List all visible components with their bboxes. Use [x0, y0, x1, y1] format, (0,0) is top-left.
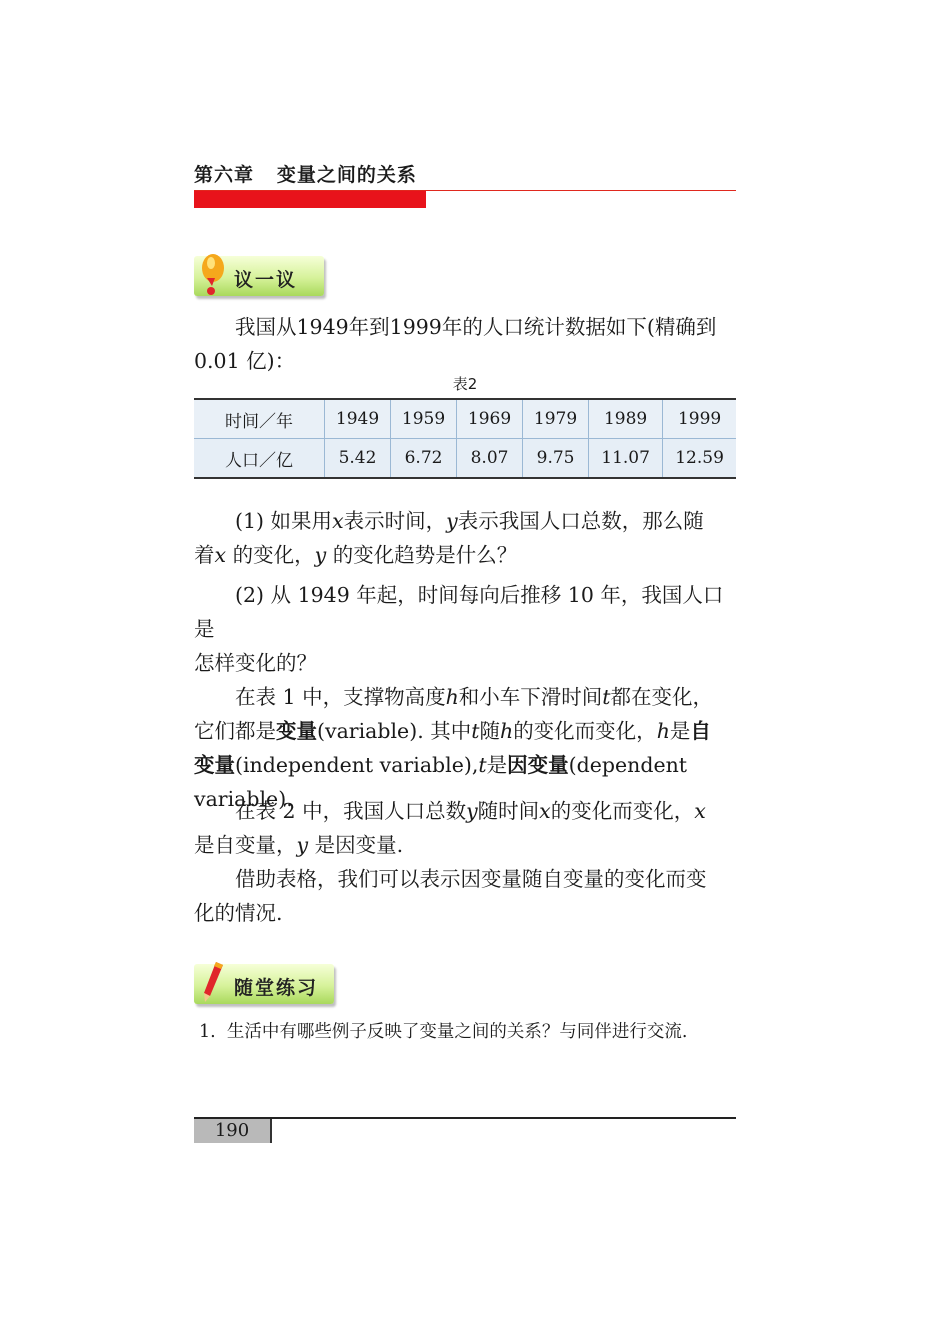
footer-rule [194, 1117, 736, 1119]
q1-text: 的变化趋势是什么？ [326, 543, 518, 567]
year-cell: 1979 [523, 399, 589, 439]
var-h: h [499, 719, 514, 743]
text: (independent variable), [235, 753, 479, 777]
table-row [194, 399, 736, 439]
text: 在表 2 中，我国人口总数 [235, 799, 467, 823]
discuss-badge [194, 256, 324, 296]
population-cell: 8.07 [457, 439, 523, 479]
row-header-population: 人口／亿 [194, 439, 325, 479]
text: 是自变量， [194, 833, 297, 857]
text: 借助表格，我们可以表示因变量随自变量的变化而变 [235, 867, 707, 891]
var-t: t [602, 685, 611, 709]
table-row [194, 439, 736, 479]
q2-line-2: 怎样变化的？ [194, 651, 317, 675]
population-cell: 9.75 [523, 439, 589, 479]
text: 随时间 [477, 799, 540, 823]
var-t: t [478, 753, 487, 777]
var-h: h [656, 719, 670, 743]
chapter-title: 变量之间的关系 [276, 164, 417, 186]
discuss-intro [194, 310, 736, 378]
var-y: y [466, 799, 478, 823]
q1-text: (1) 如果用 [235, 509, 333, 533]
text: 都在变化， [610, 685, 714, 709]
header-red-bar [194, 191, 426, 208]
body-paragraph-3 [194, 862, 736, 930]
q2-line-1: (2) 从 1949 年起，时间每向后推移 10 年，我国人口是 [194, 583, 724, 641]
q1-text: 着 [194, 543, 215, 567]
var-x: x [332, 509, 344, 533]
population-table [194, 398, 736, 479]
population-cell: 12.59 [663, 439, 736, 479]
text: (variable). 其中 [317, 719, 472, 743]
q1-text: 表示我国人口总数，那么随 [457, 509, 704, 533]
text: 的变化而变化， [550, 799, 695, 823]
year-cell: 1949 [325, 399, 391, 439]
text: 是因变量. [308, 833, 404, 857]
population-cell: 5.42 [325, 439, 391, 479]
text: 随 [479, 719, 500, 743]
var-y: y [446, 509, 458, 533]
var-x: x [539, 799, 551, 823]
var-x: x [694, 799, 706, 823]
year-cell: 1999 [663, 399, 736, 439]
var-h: h [445, 685, 459, 709]
text: 的变化而变化， [513, 719, 657, 743]
question-2 [194, 578, 736, 680]
term-dependent: 因变量 [507, 753, 569, 777]
text: 在表 1 中，支撑物高度 [235, 685, 446, 709]
exercise-item-1: 1. 生活中有哪些例子反映了变量之间的关系？与同伴进行交流. [199, 1022, 688, 1042]
var-y: y [296, 833, 309, 857]
practice-badge-label: 随堂练习 [234, 977, 319, 999]
population-cell: 6.72 [391, 439, 457, 479]
text: 它们都是 [194, 719, 276, 743]
text: (dependent variable). [194, 753, 688, 811]
body-paragraph-2 [194, 794, 736, 862]
var-y: y [314, 543, 327, 567]
table-caption: 表2 [452, 375, 478, 393]
discuss-badge-label: 议一议 [234, 269, 298, 291]
q1-text: 表示时间， [343, 509, 447, 533]
pencil-icon [198, 960, 226, 1004]
year-cell: 1989 [589, 399, 663, 439]
intro-line-2: 0.01 亿)： [194, 349, 296, 373]
page-number: 190 [194, 1119, 272, 1143]
term-independent: 变量 [194, 753, 235, 777]
intro-line-1: 我国从1949年到1999年的人口统计数据如下(精确到 [235, 315, 717, 339]
var-t: t [471, 719, 480, 743]
term-independent: 自 [690, 719, 711, 743]
text: 化的情况. [194, 901, 283, 925]
var-x: x [214, 543, 227, 567]
question-1 [194, 504, 736, 572]
text: 和小车下滑时间 [458, 685, 603, 709]
chapter-header [194, 160, 417, 187]
q1-text: 的变化， [226, 543, 315, 567]
exclamation-icon [198, 252, 226, 296]
population-cell: 11.07 [589, 439, 663, 479]
year-cell: 1959 [391, 399, 457, 439]
text: 是 [669, 719, 691, 743]
chapter-number: 第六章 [194, 164, 255, 186]
year-cell: 1969 [457, 399, 523, 439]
term-variable: 变量 [276, 719, 317, 743]
text: 是 [486, 753, 508, 777]
row-header-time: 时间／年 [194, 399, 325, 439]
practice-badge [194, 964, 334, 1004]
